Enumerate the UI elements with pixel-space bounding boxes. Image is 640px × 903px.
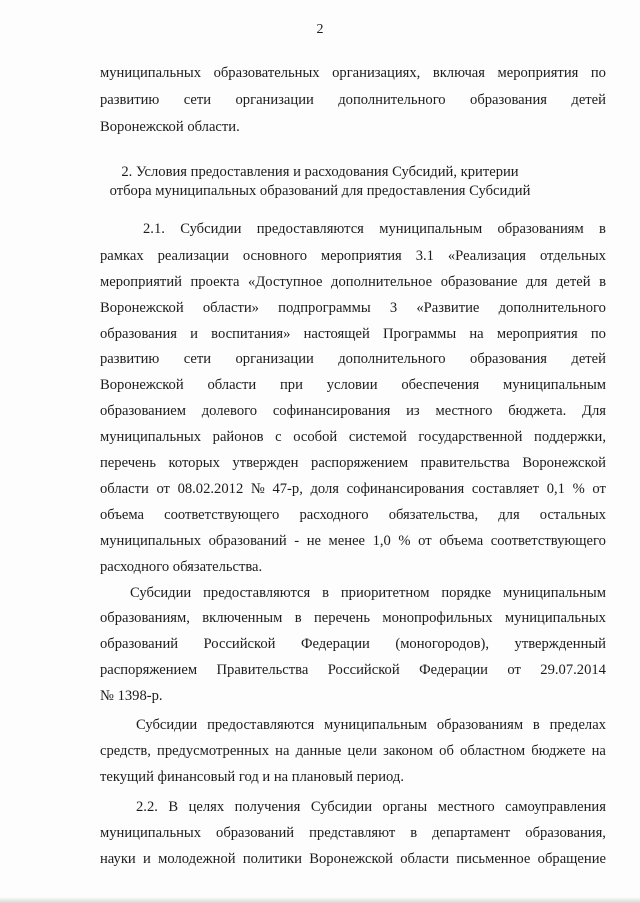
word: утвержденный [514, 636, 606, 652]
text-line [100, 637, 606, 652]
word: образования [470, 351, 547, 367]
word: предусмотренных [157, 743, 270, 759]
word: пределах [549, 717, 606, 733]
word: утвержден [232, 455, 299, 471]
word: проекта [190, 274, 240, 290]
word: включенным [202, 610, 283, 626]
word: составляет [471, 481, 540, 497]
text-line [100, 404, 606, 419]
page-number: 2 [316, 22, 324, 37]
word: системой [348, 429, 407, 445]
word: остальных [539, 507, 606, 523]
text-line [100, 852, 606, 867]
word: «Доступное [248, 274, 323, 290]
word: расходного [299, 507, 369, 523]
text-line: Воронежской области. [100, 119, 240, 135]
word: распоряжением [100, 662, 198, 678]
text-line: текущий финансовый год и на плановый период. [100, 769, 404, 785]
word: монопрофильных [382, 610, 493, 626]
word: развитию [100, 92, 160, 108]
text-line [100, 744, 606, 759]
word: для [498, 507, 520, 523]
word: образований [100, 636, 179, 652]
word: образований [208, 533, 287, 549]
word: В [168, 799, 179, 815]
word: в [410, 825, 418, 841]
word: образованиям [436, 717, 524, 733]
word: образований [216, 825, 295, 841]
word: перечень [314, 610, 370, 626]
word: доля [310, 481, 340, 497]
word: сети [183, 92, 212, 108]
word: обеспечения [401, 377, 480, 393]
word: по [590, 326, 606, 342]
word: - [294, 533, 300, 549]
word: детей [571, 351, 606, 367]
word: 1,0 [372, 533, 391, 549]
word: Субсидии [180, 221, 242, 237]
word: Правительства [216, 662, 309, 678]
page-bottom-edge [0, 897, 640, 903]
word: реализации [157, 248, 229, 264]
word: получения [234, 799, 301, 815]
text-line [100, 301, 606, 316]
word: на [591, 743, 606, 759]
word: местного [435, 403, 493, 419]
word: молодежной [158, 851, 236, 867]
word: рамках [100, 248, 144, 264]
word: объема [100, 507, 144, 523]
word: муниципальных [100, 429, 202, 445]
word: в [532, 717, 540, 733]
word: развитию [100, 351, 160, 367]
word: дополнительное [331, 274, 433, 290]
word: в [599, 221, 606, 237]
text-line [100, 66, 606, 81]
word: политики [242, 851, 302, 867]
word: менее [328, 533, 366, 549]
word: предоставляются [207, 717, 315, 733]
word: 2.1. [143, 221, 165, 237]
word: Субсидии [310, 799, 373, 815]
word: 47-р, [272, 481, 303, 497]
word: образование [440, 274, 518, 290]
word: образованиям, [100, 610, 190, 626]
word: районов [212, 429, 264, 445]
word: основного [242, 248, 307, 264]
word: перечень [100, 455, 156, 471]
word: Российской [203, 636, 276, 652]
word: правительства [420, 455, 510, 471]
text-line [136, 800, 606, 815]
word: софинансирования [272, 403, 391, 419]
word: местного [437, 799, 495, 815]
text-line [100, 482, 606, 497]
word: Для [582, 403, 606, 419]
word: бюджета. [508, 403, 567, 419]
word: организации [235, 92, 314, 108]
word: сети [183, 351, 212, 367]
word: из [406, 403, 420, 419]
word: 2.2. [136, 799, 158, 815]
word: не [306, 533, 321, 549]
word: Субсидии [136, 717, 198, 733]
word: 3.1 [415, 248, 434, 264]
word: отдельных [539, 248, 606, 264]
word: Воронежской [100, 300, 184, 316]
word: от [507, 662, 521, 678]
word: муниципальных [504, 610, 606, 626]
word: % [572, 481, 585, 497]
word: 29.07.2014 [540, 662, 606, 678]
word: данные [295, 743, 342, 759]
word: детей [555, 274, 591, 290]
word: области [100, 481, 149, 497]
word: подпрограммы [278, 300, 371, 316]
word: об [439, 743, 454, 759]
word: Федерации [300, 636, 370, 652]
word: органы [382, 799, 428, 815]
word: особой [293, 429, 338, 445]
word: дополнительного [498, 300, 606, 316]
word: дополнительного [338, 92, 446, 108]
word: образованиям [497, 221, 584, 237]
word: области» [202, 300, 259, 316]
word: обязательства, [388, 507, 479, 523]
word: предоставляются [203, 585, 311, 601]
word: и [143, 851, 151, 867]
word: соответствующего [164, 507, 280, 523]
text-line [100, 275, 606, 290]
text-line [100, 249, 606, 264]
word: образования, [525, 825, 606, 841]
word: Воронежской [100, 377, 184, 393]
word: муниципальным [324, 717, 428, 733]
word: в [599, 274, 606, 290]
word: для [525, 274, 548, 290]
word: мероприятия [497, 65, 579, 81]
word: государственной [418, 429, 523, 445]
text-line: № 1398-р. [100, 688, 163, 704]
text-line [100, 352, 606, 367]
word: областном [460, 743, 526, 759]
word: самоуправления [505, 799, 606, 815]
text-line [130, 586, 606, 601]
word: Федерации [419, 662, 488, 678]
word: департамент [432, 825, 511, 841]
word: при [280, 377, 303, 393]
word: организациях, [332, 65, 421, 81]
word: образования [100, 326, 177, 342]
word: мероприятия [496, 326, 578, 342]
word: мероприятий [100, 274, 182, 290]
word: № [250, 481, 265, 497]
word: Воронежской [309, 851, 393, 867]
word: на [469, 326, 484, 342]
word: предоставляются [256, 221, 364, 237]
word: муниципальным [503, 377, 606, 393]
word: долевого [201, 403, 258, 419]
text-line [136, 718, 606, 733]
word: муниципальных [100, 533, 202, 549]
word: науки [100, 851, 136, 867]
word: образовательных [213, 65, 320, 81]
section-heading-line-2: отбора муниципальных образований для предоставления Субсидий [109, 183, 531, 199]
word: настоящей [303, 326, 370, 342]
text-line [100, 534, 606, 549]
word: «Реализация [447, 248, 527, 264]
word: воспитания» [211, 326, 291, 342]
word: образования [470, 92, 547, 108]
word: соответствующего [490, 533, 606, 549]
word: Российской [327, 662, 400, 678]
word: области [207, 377, 257, 393]
word: области [400, 851, 450, 867]
word: % [398, 533, 411, 549]
word: дополнительного [338, 351, 446, 367]
word: целях [188, 799, 225, 815]
word: условии [326, 377, 378, 393]
word: в [322, 585, 329, 601]
word: детей [571, 92, 606, 108]
word: порядке [441, 585, 492, 601]
word: письменное [456, 851, 531, 867]
word: 0,1 [546, 481, 565, 497]
word: включая [432, 65, 485, 81]
word: объема [439, 533, 484, 549]
word: которых [168, 455, 220, 471]
word: представляют [309, 825, 396, 841]
word: муниципальным [502, 585, 606, 601]
text-line [100, 327, 606, 342]
word: муниципальных [100, 825, 202, 841]
word: Программы [382, 326, 457, 342]
word: мероприятия [320, 248, 402, 264]
word: обращение [537, 851, 606, 867]
word: от [418, 533, 432, 549]
word: 08.02.2012 [177, 481, 244, 497]
word: бюджете [531, 743, 586, 759]
word: организации [235, 351, 314, 367]
section-heading-line-1: 2. Условия предоставления и расходования Субсидий, критерии [121, 164, 519, 180]
word: Субсидии [130, 585, 192, 601]
word: и [190, 326, 198, 342]
text-line [100, 378, 606, 393]
word: законом [383, 743, 434, 759]
text-line [100, 430, 606, 445]
word: цели [347, 743, 377, 759]
text-line [100, 826, 606, 841]
text-line [143, 222, 606, 237]
text-line: расходного обязательства. [100, 559, 263, 575]
word: (моногородов), [395, 636, 490, 652]
word: на [275, 743, 290, 759]
word: образованием [100, 403, 186, 419]
text-line [100, 508, 606, 523]
text-line [100, 611, 606, 626]
text-line [100, 456, 606, 471]
word: в [294, 610, 302, 626]
word: софинансирования [346, 481, 465, 497]
word: «Развитие [416, 300, 480, 316]
word: распоряжением [311, 455, 409, 471]
word: с [275, 429, 282, 445]
word: приоритетном [340, 585, 430, 601]
text-line [100, 663, 606, 678]
word: 3 [389, 300, 398, 316]
word: средств, [100, 743, 151, 759]
word: от [592, 481, 606, 497]
word: поддержки, [534, 429, 606, 445]
word: от [156, 481, 170, 497]
word: Воронежской [522, 455, 606, 471]
word: по [590, 65, 606, 81]
word: муниципальных [100, 65, 202, 81]
text-line [100, 93, 606, 108]
word: муниципальным [379, 221, 483, 237]
